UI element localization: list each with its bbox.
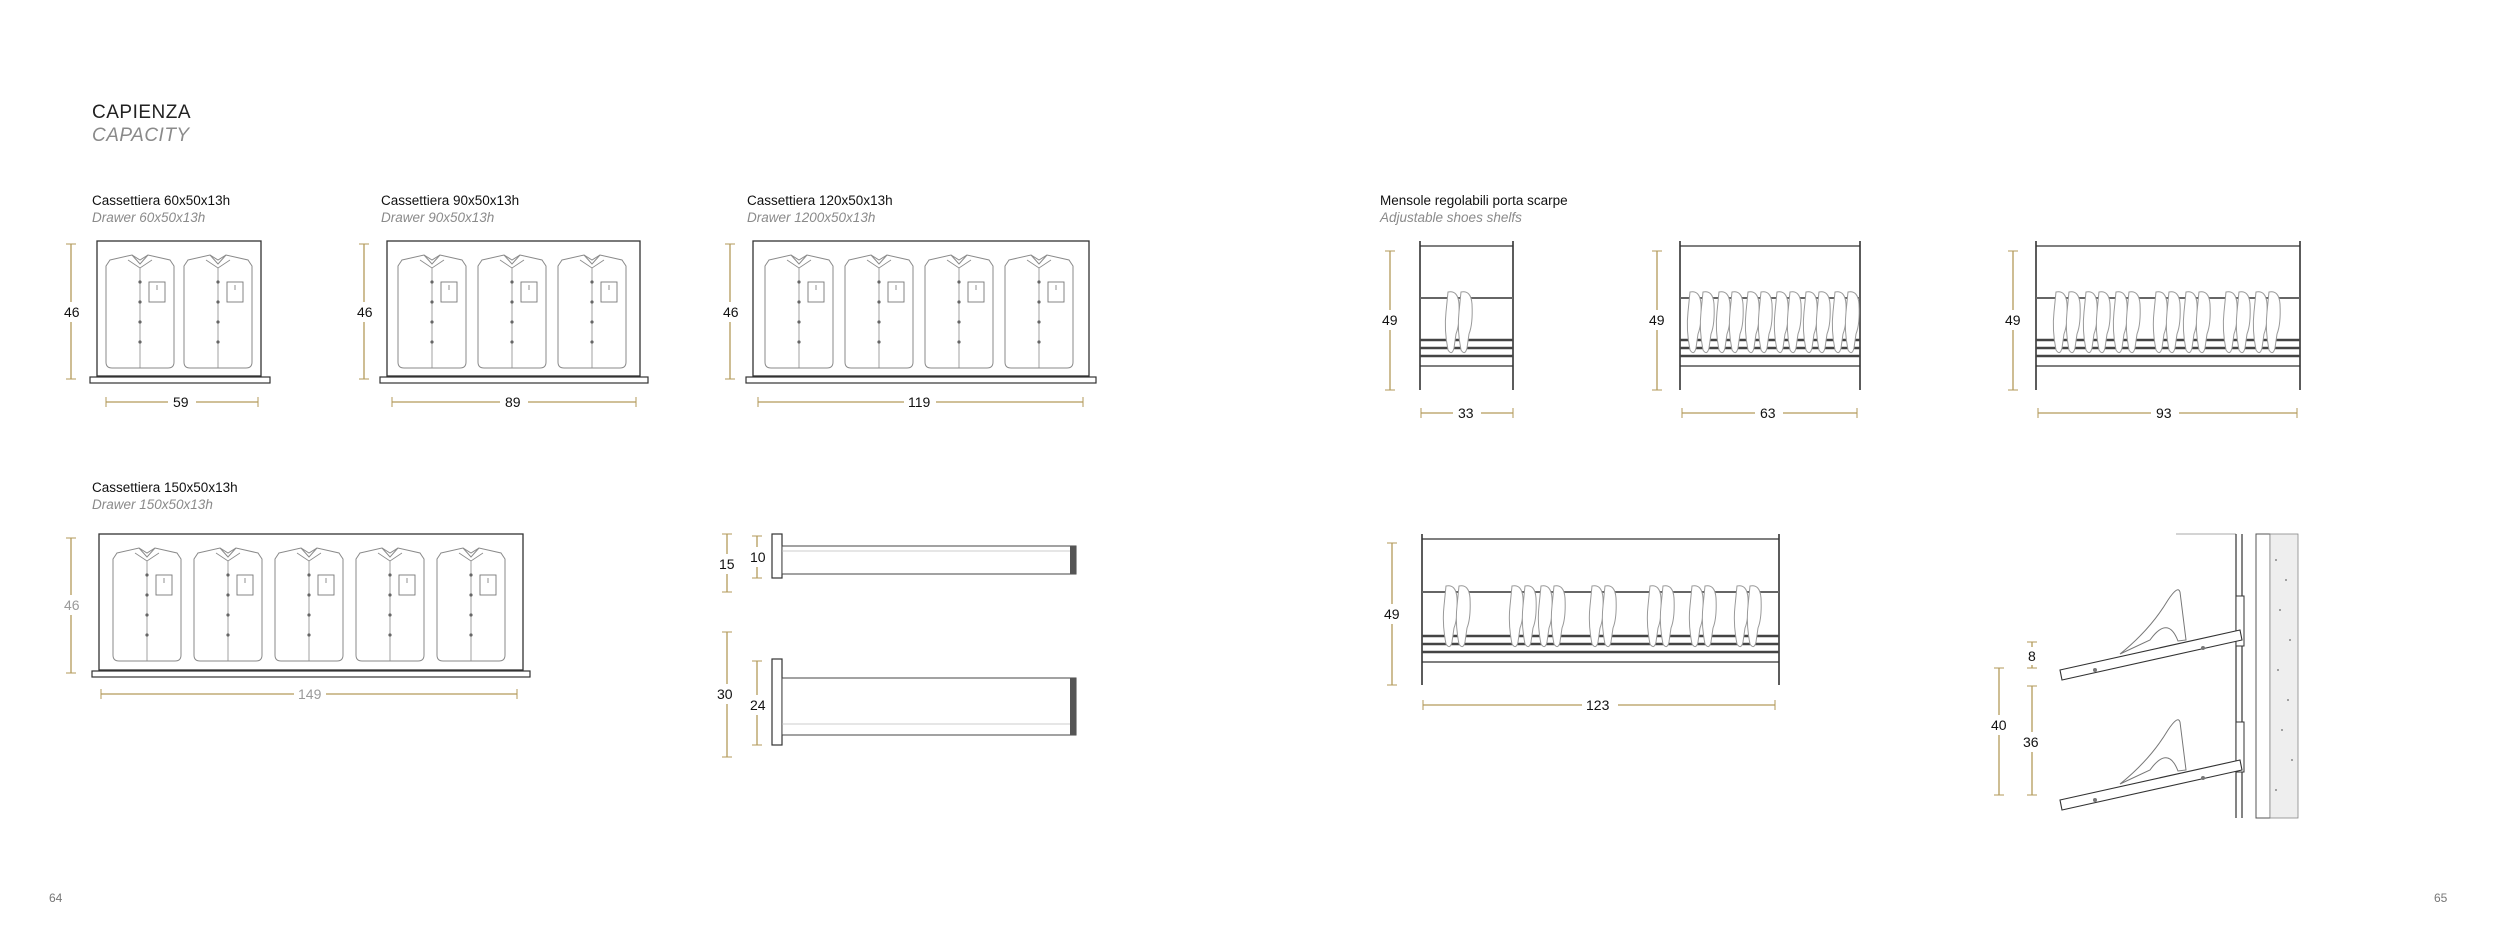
shoe-shelf-93-drawing xyxy=(2002,241,2300,422)
shoe-shelf-33-width: 33 xyxy=(1458,405,1474,421)
drawer-120-width: 119 xyxy=(908,394,931,410)
side-total-height: 40 xyxy=(1991,717,2007,733)
side-gap-height: 8 xyxy=(2028,648,2036,664)
drawer-60-height: 46 xyxy=(64,304,80,320)
drawer-120-drawing xyxy=(719,241,1096,411)
drawer-150-label: Cassettiera 150x50x13h xyxy=(92,480,238,495)
shoe-shelf-63-width: 63 xyxy=(1760,405,1776,421)
drawer-60-width: 59 xyxy=(173,394,189,410)
rail-small-inner: 10 xyxy=(750,549,766,565)
drawer-120-sublabel: Drawer 1200x50x13h xyxy=(747,210,876,225)
side-spacing-height: 36 xyxy=(2023,734,2039,750)
drawer-150-drawing xyxy=(60,534,530,703)
shoe-shelf-123-height: 49 xyxy=(1384,606,1400,622)
drawer-60-sublabel: Drawer 60x50x13h xyxy=(92,210,206,225)
drawer-150-sublabel: Drawer 150x50x13h xyxy=(92,497,213,512)
shoe-shelves-label: Mensole regolabili porta scarpe xyxy=(1380,193,1568,208)
page-number-right: 65 xyxy=(2434,891,2448,905)
drawer-90-width: 89 xyxy=(505,394,521,410)
rail-large-outer: 30 xyxy=(717,686,733,702)
page-number-left: 64 xyxy=(49,891,63,905)
shoe-shelves-sublabel: Adjustable shoes shelfs xyxy=(1380,210,1522,225)
shoe-shelf-side-section xyxy=(1988,534,2298,818)
drawer-60-drawing xyxy=(60,241,270,411)
shoe-shelf-33-height: 49 xyxy=(1382,312,1398,328)
rail-small-drawing xyxy=(716,534,1076,592)
shoe-shelf-123-width: 123 xyxy=(1586,697,1610,713)
drawer-120-height: 46 xyxy=(723,304,739,320)
drawer-150-width: 149 xyxy=(298,686,322,702)
rail-large-inner: 24 xyxy=(750,697,766,713)
drawer-120-label: Cassettiera 120x50x13h xyxy=(747,193,893,208)
drawer-90-label: Cassettiera 90x50x13h xyxy=(381,193,520,208)
shoe-shelf-63-height: 49 xyxy=(1649,312,1665,328)
drawer-90-sublabel: Drawer 90x50x13h xyxy=(381,210,495,225)
page-subtitle: CAPACITY xyxy=(92,125,190,146)
shoe-shelf-33-drawing xyxy=(1379,241,1513,422)
shoe-shelf-93-width: 93 xyxy=(2156,405,2172,421)
shoe-shelf-93-height: 49 xyxy=(2005,312,2021,328)
drawer-150-height: 46 xyxy=(64,597,80,613)
shoe-shelf-123-drawing xyxy=(1381,534,1779,714)
rail-large-drawing xyxy=(716,632,1076,757)
shoe-shelf-63-drawing xyxy=(1646,241,1860,422)
drawer-90-height: 46 xyxy=(357,304,373,320)
drawer-60-label: Cassettiera 60x50x13h xyxy=(92,193,231,208)
rail-small-outer: 15 xyxy=(719,556,735,572)
page-title: CAPIENZA xyxy=(92,102,192,123)
drawer-90-drawing xyxy=(353,241,648,411)
